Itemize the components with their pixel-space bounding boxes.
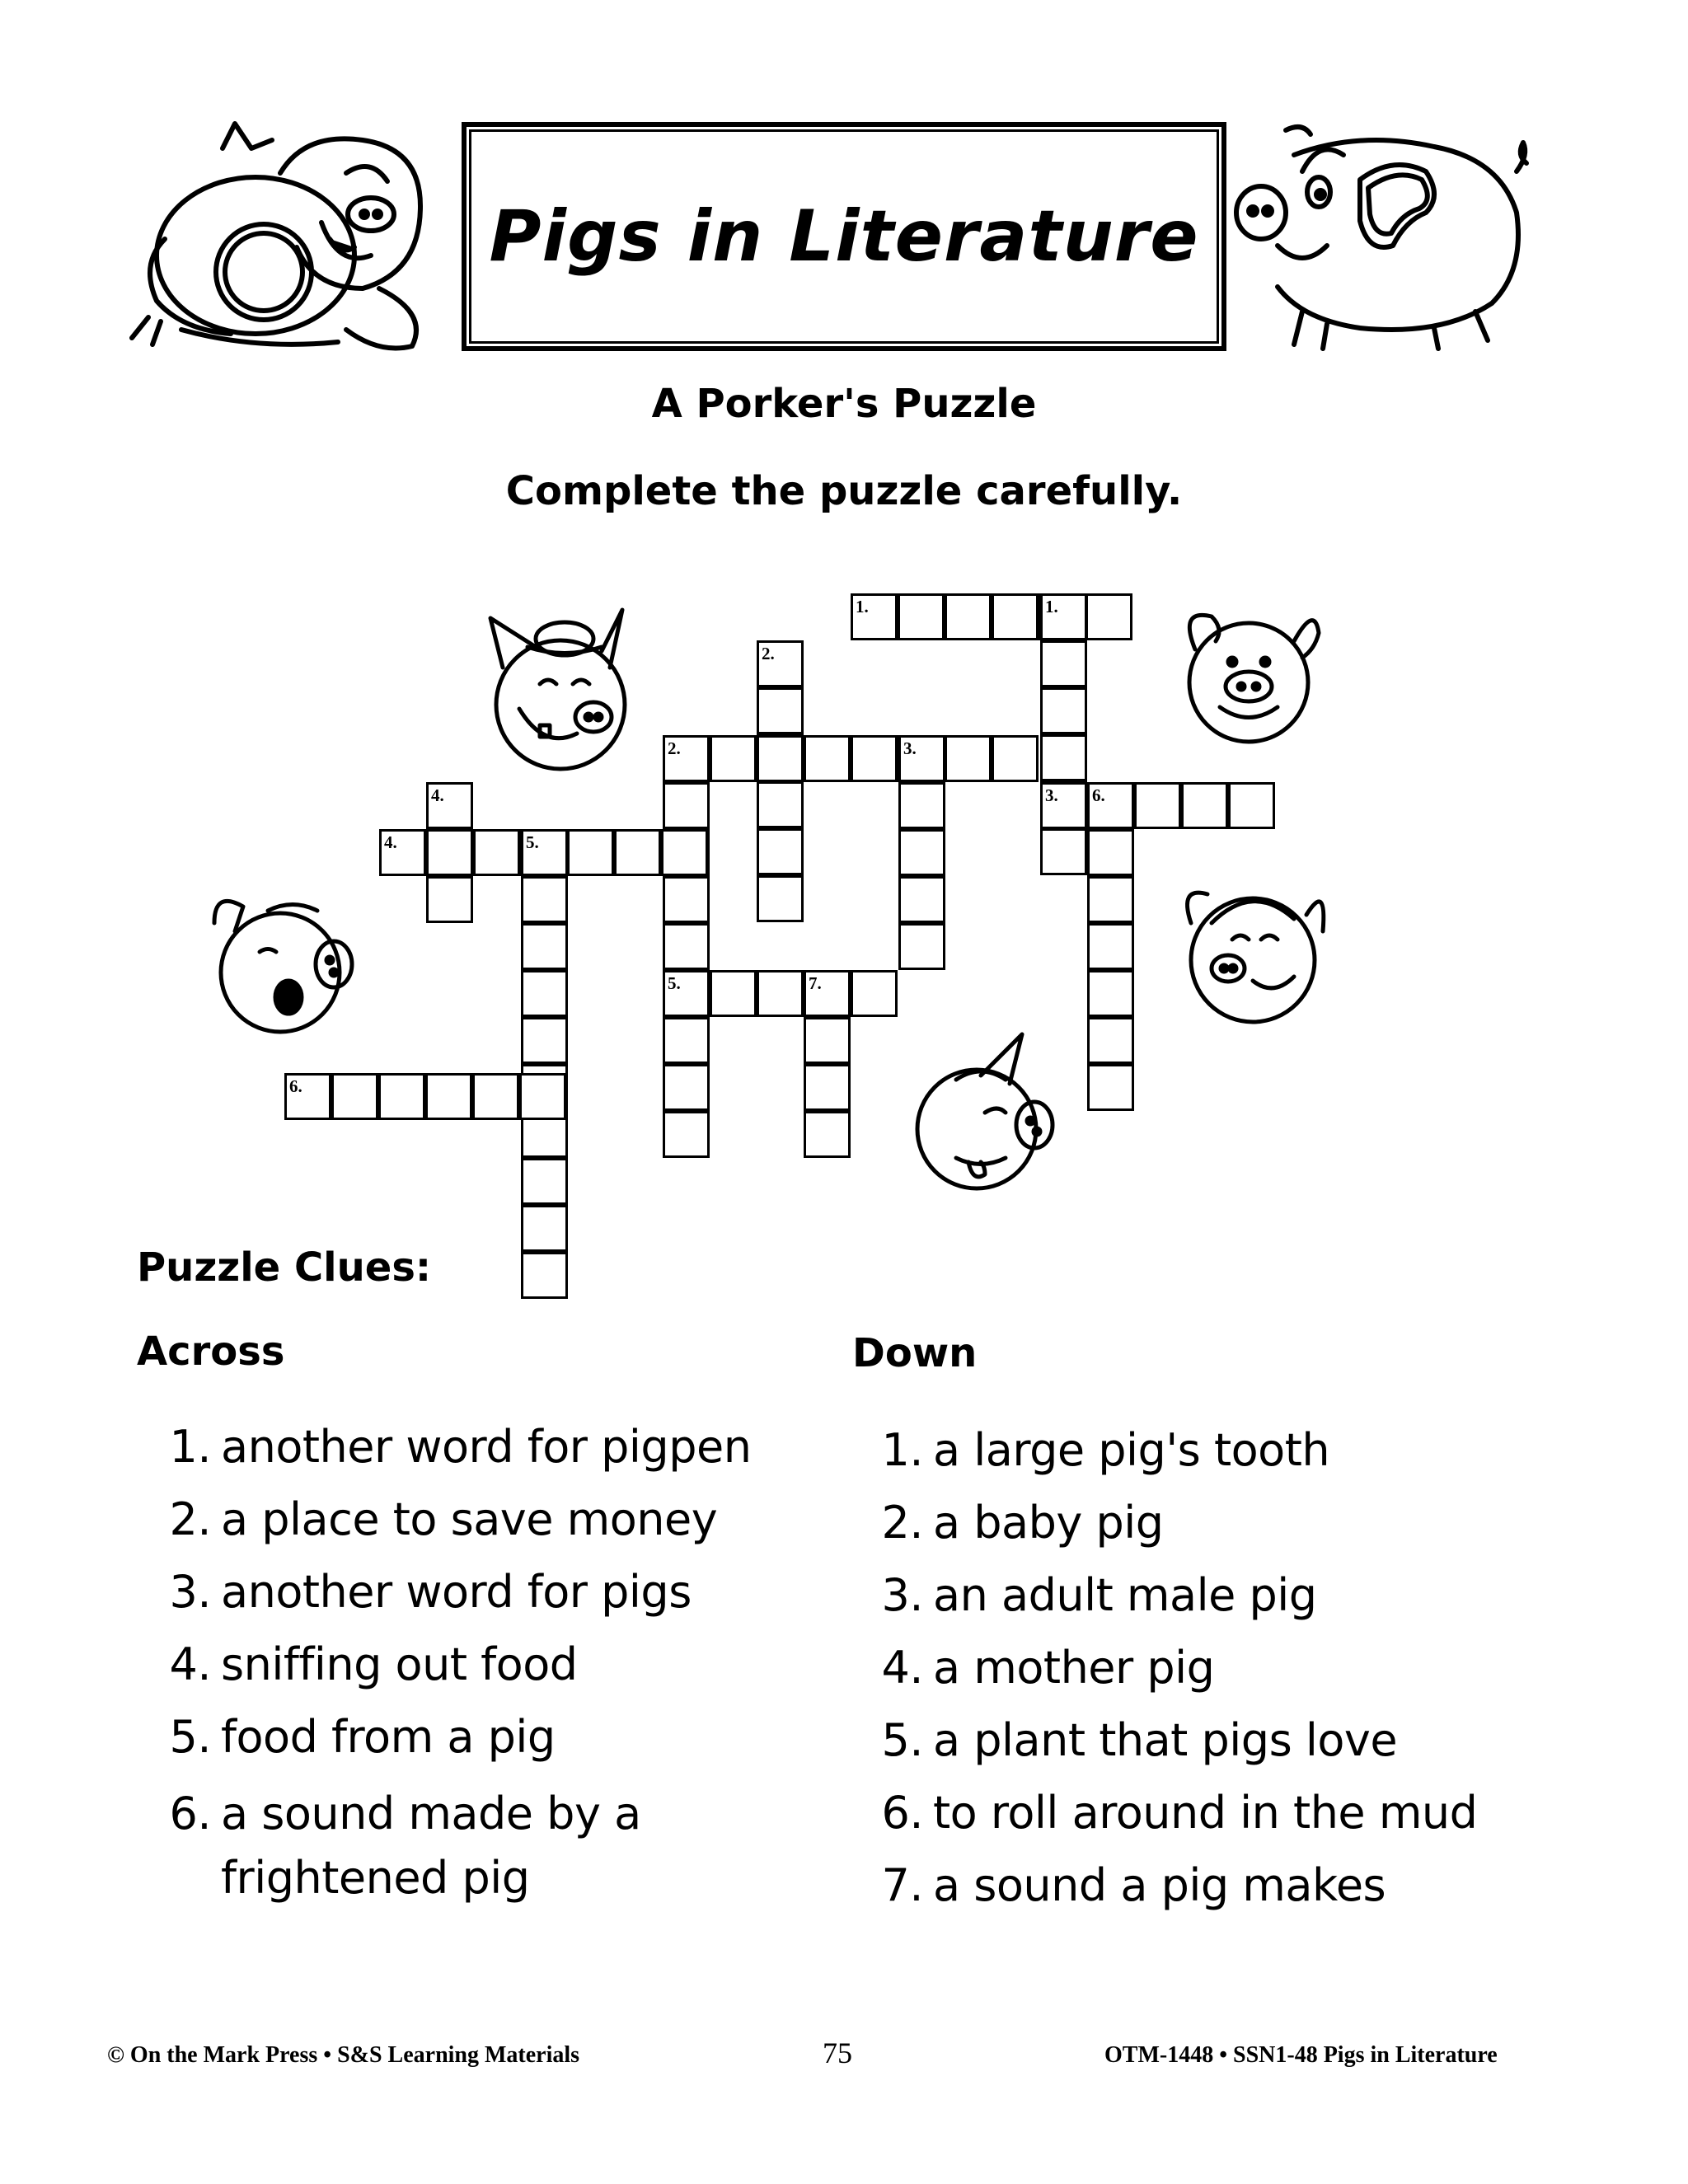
crossword-cell[interactable] <box>331 1073 378 1120</box>
crossword-cell[interactable] <box>757 875 804 922</box>
clue-item-text: a large pig's tooth <box>933 1424 1330 1476</box>
crossword-cell[interactable] <box>851 970 898 1017</box>
crossword-cell[interactable] <box>1087 1064 1134 1111</box>
pig-face-bowler-hat-icon <box>478 602 635 778</box>
clue-item <box>857 1559 1599 1632</box>
clue-item <box>145 1782 814 1910</box>
crossword-cell[interactable] <box>1040 687 1087 734</box>
crossword-cell[interactable] <box>1040 828 1087 875</box>
clue-number-down-6: 6. <box>1092 785 1105 805</box>
clue-item-number: 7. <box>881 1859 923 1911</box>
crossword-cell[interactable] <box>521 923 568 970</box>
clues-heading: Puzzle Clues: <box>137 1244 432 1291</box>
crossword-cell[interactable] <box>663 923 710 970</box>
pig-face-tongue-icon <box>907 1034 1059 1202</box>
clue-item <box>145 1629 804 1701</box>
crossword-cell[interactable] <box>663 1111 710 1158</box>
clue-item <box>857 1632 1599 1704</box>
clue-item-text: a place to save money <box>221 1493 718 1545</box>
subtitle: A Porker's Puzzle <box>651 381 1037 427</box>
clue-item-number: 6. <box>169 1788 211 1840</box>
crossword-cell[interactable] <box>1040 734 1087 781</box>
clue-item <box>145 1411 804 1483</box>
clue-item-number: 3. <box>169 1566 211 1618</box>
down-heading: Down <box>852 1330 978 1376</box>
crossword-cell[interactable] <box>757 828 804 875</box>
crossword-cell[interactable] <box>710 970 757 1017</box>
clue-number-down-3: 3. <box>903 738 917 758</box>
page-number: 75 <box>823 2036 852 2069</box>
crossword-cell[interactable] <box>521 1205 568 1252</box>
crossword-cell[interactable] <box>1181 782 1228 829</box>
crossword-cell[interactable] <box>1087 923 1134 970</box>
crossword-cell[interactable] <box>945 735 992 782</box>
crossword-cell[interactable] <box>521 1017 568 1064</box>
crossword-cell[interactable] <box>851 735 898 782</box>
crossword-cell[interactable] <box>521 1158 568 1205</box>
crossword-cell[interactable] <box>663 1017 710 1064</box>
crossword-cell[interactable] <box>804 1111 851 1158</box>
clue-item <box>857 1849 1599 1922</box>
across-heading: Across <box>137 1329 285 1375</box>
across-clue-list <box>145 1411 804 1910</box>
clue-item <box>857 1704 1599 1777</box>
clue-number-across-1: 1. <box>856 597 869 616</box>
crossword-cell[interactable] <box>757 735 804 782</box>
clue-item-text: a plant that pigs love <box>933 1714 1398 1766</box>
clue-number-down-7: 7. <box>809 973 822 993</box>
crossword-cell[interactable] <box>898 593 945 640</box>
crossword-cell[interactable] <box>1087 829 1134 876</box>
clue-item <box>857 1777 1599 1849</box>
clue-item-text: food from a pig <box>221 1711 556 1763</box>
clue-item-text: an adult male pig <box>933 1569 1317 1621</box>
crossword-cell[interactable] <box>567 829 614 876</box>
crossword-cell[interactable] <box>614 829 661 876</box>
crossword-cell[interactable] <box>426 876 473 923</box>
footer-copyright: © On the Mark Press • S&S Learning Materials <box>107 2042 580 2068</box>
crossword-cell[interactable] <box>426 829 473 876</box>
crossword-cell[interactable] <box>663 876 710 923</box>
clue-item-text: a baby pig <box>933 1497 1164 1549</box>
crossword-cell[interactable] <box>992 735 1039 782</box>
clue-item-text: to roll around in the mud <box>933 1787 1478 1839</box>
crossword-cell[interactable] <box>804 735 851 782</box>
clue-item <box>857 1487 1599 1559</box>
clue-item-number: 2. <box>881 1497 923 1549</box>
clue-item-text: another word for pigpen <box>221 1421 752 1473</box>
clue-item <box>145 1483 804 1556</box>
crossword-cell[interactable] <box>425 1073 472 1120</box>
clue-item-text: a sound a pig makes <box>933 1859 1386 1911</box>
clue-item-number: 4. <box>169 1638 211 1690</box>
crossword-cell[interactable] <box>710 735 757 782</box>
crossword-cell[interactable] <box>1087 1017 1134 1064</box>
clue-item-number: 1. <box>881 1424 923 1476</box>
crossword-cell[interactable] <box>1040 640 1087 687</box>
pig-face-smiling-icon <box>1170 592 1327 752</box>
crossword-cell[interactable] <box>663 782 710 829</box>
crossword-cell[interactable] <box>519 1073 566 1120</box>
clue-item-number: 4. <box>881 1642 923 1694</box>
clue-number-down-5: 5. <box>526 832 539 852</box>
clue-item <box>145 1556 804 1629</box>
clue-item-text: a sound made by a frightened pig <box>221 1788 641 1904</box>
pig-face-cap-icon <box>1175 865 1335 1033</box>
crossword-cell[interactable] <box>661 829 708 876</box>
clue-number-across-2: 2. <box>668 738 681 758</box>
crossword-cell[interactable] <box>1087 970 1134 1017</box>
clue-item-number: 1. <box>169 1421 211 1473</box>
clue-item <box>857 1414 1599 1487</box>
crossword-cell[interactable] <box>992 593 1039 640</box>
crossword-cell[interactable] <box>804 1064 851 1111</box>
crossword-cell[interactable] <box>1087 876 1134 923</box>
clue-number-down-4: 4. <box>431 785 444 805</box>
crossword-cell[interactable] <box>663 1064 710 1111</box>
clue-item-number: 3. <box>881 1569 923 1621</box>
crossword-cell[interactable] <box>757 687 804 734</box>
crossword-cell[interactable] <box>898 876 945 923</box>
crossword-cell[interactable] <box>1085 593 1132 640</box>
crossword-cell[interactable] <box>1228 782 1275 829</box>
clue-item-number: 2. <box>169 1493 211 1545</box>
crossword-cell[interactable] <box>757 781 804 828</box>
crossword-cell[interactable] <box>757 970 804 1017</box>
clue-number-across-6: 6. <box>289 1076 302 1096</box>
down-clue-list <box>857 1414 1599 1922</box>
clue-number-down-1: 1. <box>1045 597 1058 616</box>
footer-series: OTM-1448 • SSN1-48 Pigs in Literature <box>1104 2042 1498 2068</box>
crossword-cell[interactable] <box>898 829 945 876</box>
clue-item-text: a mother pig <box>933 1642 1215 1694</box>
clue-item-number: 5. <box>881 1714 923 1766</box>
crossword-cell[interactable] <box>1134 782 1181 829</box>
clue-item <box>145 1701 804 1774</box>
clue-item-text: another word for pigs <box>221 1566 692 1618</box>
clue-number-across-5: 5. <box>668 973 681 993</box>
crossword-cell[interactable] <box>521 876 568 923</box>
clue-item-number: 6. <box>881 1787 923 1839</box>
crossword-cell[interactable] <box>804 1017 851 1064</box>
crossword-cell[interactable] <box>521 1252 568 1299</box>
clue-number-down-2: 2. <box>762 644 775 663</box>
crossword-cell[interactable] <box>945 593 992 640</box>
crossword-cell[interactable] <box>521 970 568 1017</box>
clue-number-across-3: 3. <box>1045 785 1058 805</box>
crossword-cell[interactable] <box>898 923 945 970</box>
crossword-cell[interactable] <box>472 1073 519 1120</box>
pig-face-singing-icon <box>202 882 367 1042</box>
clue-item-text: sniffing out food <box>221 1638 578 1690</box>
clue-item-number: 5. <box>169 1711 211 1763</box>
crossword-cell[interactable] <box>898 782 945 829</box>
clue-number-across-4: 4. <box>384 832 397 852</box>
instruction: Complete the puzzle carefully. <box>505 468 1183 514</box>
crossword-cell[interactable] <box>473 829 520 876</box>
page-title: Pigs in Literature <box>489 195 1199 278</box>
crossword-cell[interactable] <box>378 1073 425 1120</box>
